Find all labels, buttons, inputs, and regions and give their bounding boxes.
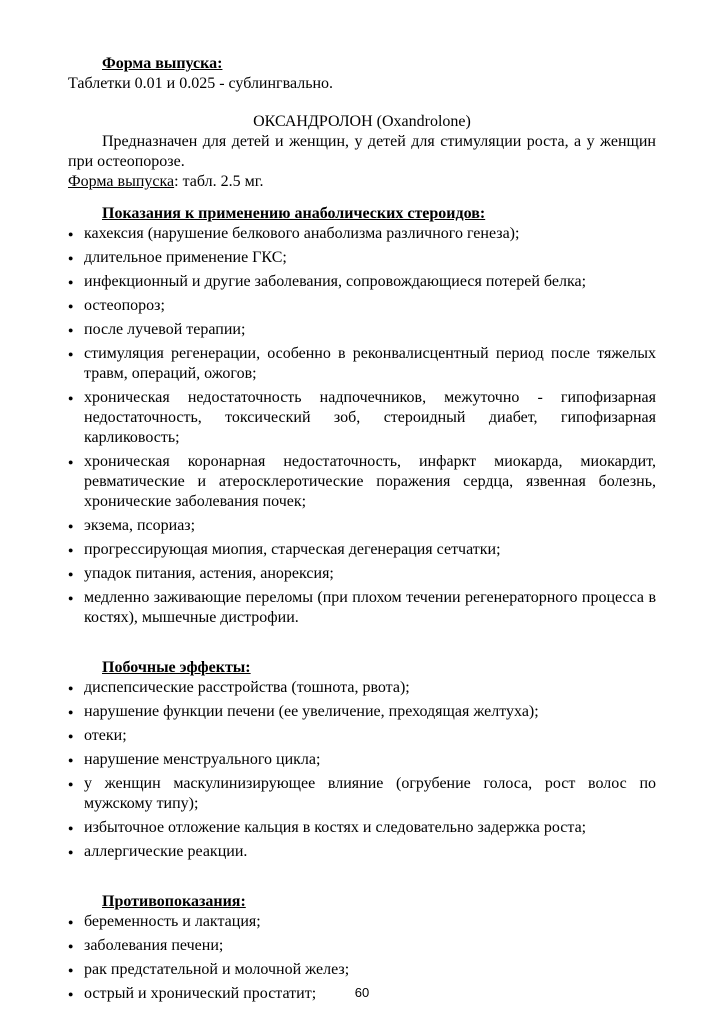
drug-form-line (68, 172, 656, 192)
list-item: ● избыточное отложение кальция в костях и следовательно задержка роста; (68, 818, 656, 838)
list-item: ● у женщин маскулинизирующее влияние (огрубение голоса, рост волос по мужскому типу); (68, 774, 656, 814)
list-item: ● после лучевой терапии; (68, 320, 656, 340)
indications-list (68, 224, 656, 628)
list-item: ● нарушение функции печени (ее увеличение, преходящая желтуха); (68, 702, 656, 722)
list-item: ● инфекционный и другие заболевания, сопровождающиеся потерей белка; (68, 272, 656, 292)
indications-heading: Показания к применению анаболических стероидов: (102, 205, 486, 222)
drug-title: ОКСАНДРОЛОН (Oxandrolone) (253, 113, 471, 130)
release-form-heading: Форма выпуска: (102, 55, 223, 72)
side-effects-list (68, 678, 656, 862)
contraindications-heading: Противопоказания: (102, 893, 246, 910)
spacer (68, 94, 656, 112)
spacer (68, 632, 656, 658)
list-item: ● остеопороз; (68, 296, 656, 316)
list-item: ● аллергические реакции. (68, 842, 656, 862)
list-item: ● хроническая недостаточность надпочечников, межуточно - гипофизарная недостаточность, токсический зоб, стероидный диабет, гипофизарная карликовость; (68, 388, 656, 448)
spacer (68, 866, 656, 892)
drug-form-text: : табл. 2.5 мг. (174, 173, 264, 190)
list-item: ● острый и хронический простатит; (68, 984, 656, 1004)
spacer (68, 192, 656, 204)
document-page (68, 54, 656, 1008)
list-item: ● заболевания печени; (68, 936, 656, 956)
list-item: ● хроническая коронарная недостаточность, инфаркт миокарда, миокардит, ревматические и атеросклеротические поражения сердца, язвенная болезнь, хронические заболевания почек; (68, 452, 656, 512)
release-form-text: Таблетки 0.01 и 0.025 - сублингвально. (68, 75, 334, 92)
list-item: ● кахексия (нарушение белкового анаболизма различного генеза); (68, 224, 656, 244)
list-item: ● беременность и лактация; (68, 912, 656, 932)
list-item: ● рак предстательной и молочной желез; (68, 960, 656, 980)
list-item: ● диспепсические расстройства (тошнота, рвота); (68, 678, 656, 698)
list-item: ● упадок питания, астения, анорексия; (68, 564, 656, 584)
list-item: ● медленно заживающие переломы (при плохом течении регенераторного процесса в костях), мышечные дистрофии. (68, 588, 656, 628)
drug-form-label: Форма выпуска (68, 173, 175, 190)
list-item: ● прогрессирующая миопия, старческая дегенерация сетчатки; (68, 540, 656, 560)
list-item: ● экзема, псориаз; (68, 516, 656, 536)
page-number: 60 (354, 985, 370, 1000)
side-effects-heading: Побочные эффекты: (102, 659, 251, 676)
list-item: ● длительное применение ГКС; (68, 248, 656, 268)
list-item: ● стимуляция регенерации, особенно в реконвалисцентный период после тяжелых травм, операций, ожогов; (68, 344, 656, 384)
list-item: ● нарушение менструального цикла; (68, 750, 656, 770)
drug-description: Предназначен для детей и женщин, у детей для стимуляции роста, а у женщин при остеопорозе. (68, 133, 656, 170)
list-item: ● отеки; (68, 726, 656, 746)
